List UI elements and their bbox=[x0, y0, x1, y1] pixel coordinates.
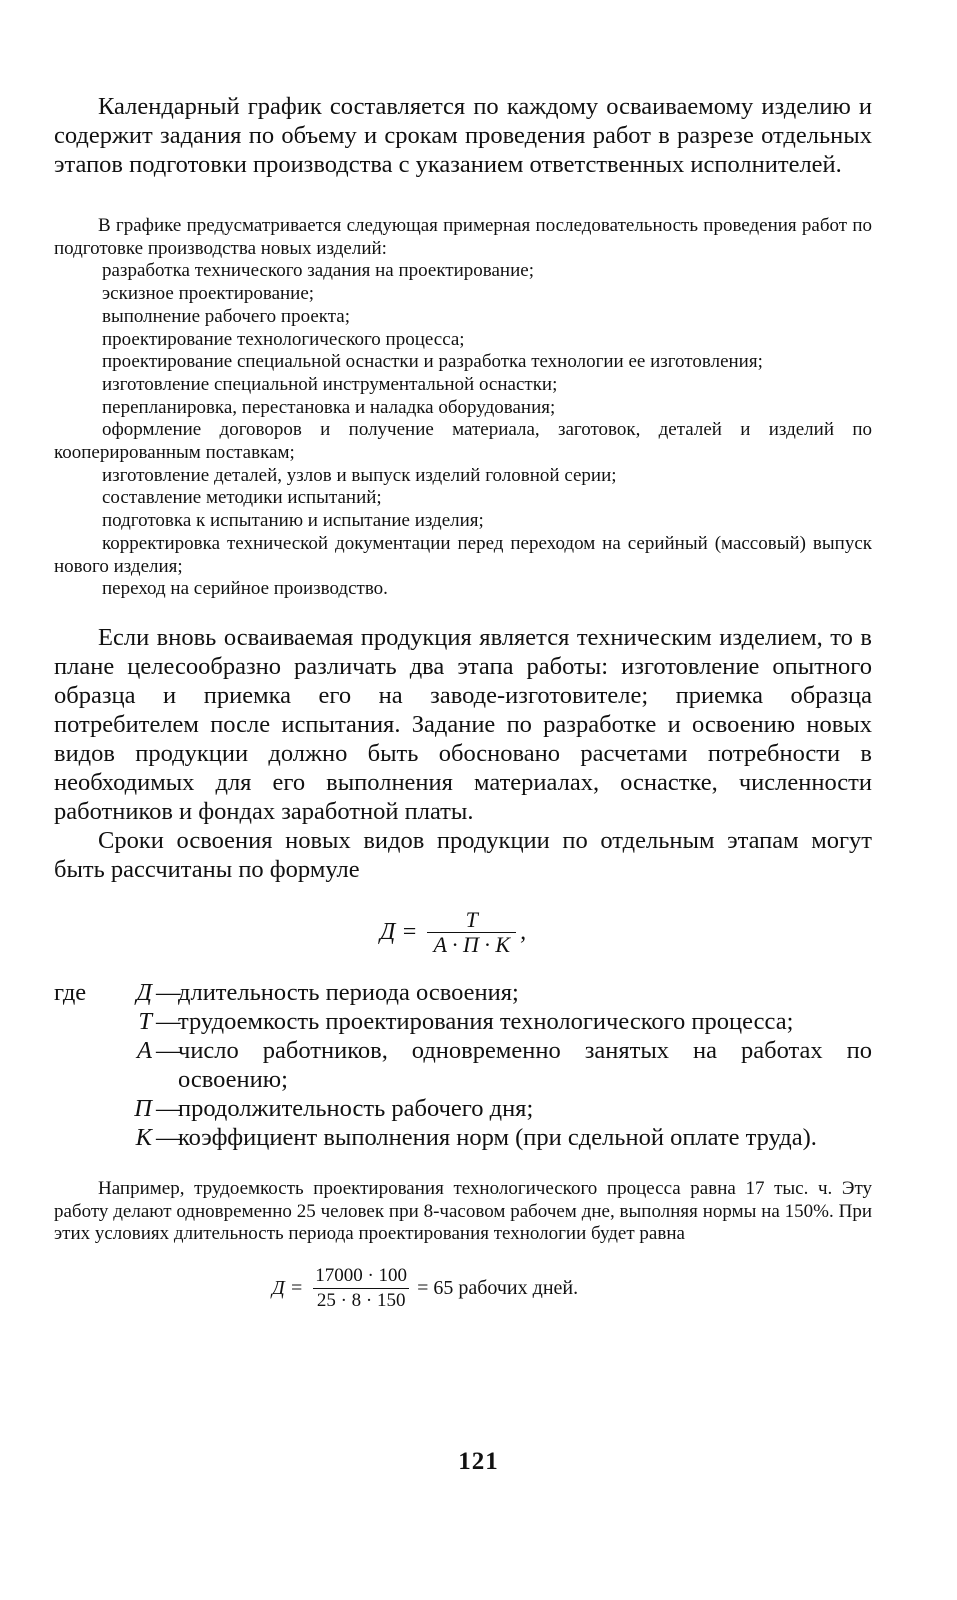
work-sequence-block bbox=[54, 215, 872, 601]
list-item: перепланировка, перестановка и наладка оборудования; bbox=[102, 396, 556, 418]
paragraph-sequence-intro: В графике предусматривается следующая примерная последовательность проведения работ по подготовке производства новых изделий: bbox=[54, 215, 872, 259]
legend-text: коэффициент выполнения норм (при сдельной оплате труда). bbox=[178, 1123, 817, 1151]
legend-symbol: T bbox=[138, 1007, 152, 1035]
example-formula-lhs: Д = bbox=[272, 1277, 304, 1300]
example-formula-fraction bbox=[311, 1264, 411, 1313]
list-item: изготовление деталей, узлов и выпуск изделий головной серии; bbox=[102, 464, 617, 486]
example-formula bbox=[54, 1262, 872, 1326]
list-item: проектирование технологического процесса; bbox=[102, 328, 465, 350]
legend-row bbox=[54, 1123, 872, 1152]
formula-fraction bbox=[427, 908, 516, 957]
legend-lead: где bbox=[54, 978, 87, 1006]
legend-row bbox=[54, 1094, 872, 1123]
formula-legend bbox=[54, 978, 872, 1152]
formula-lhs: Д = bbox=[380, 918, 418, 945]
page-number: 121 bbox=[458, 1448, 499, 1475]
list-item: эскизное проектирование; bbox=[102, 283, 315, 305]
legend-dash: — bbox=[156, 1036, 181, 1064]
legend-text: трудоемкость проектирования технологического процесса; bbox=[178, 1007, 794, 1035]
list-item: переход на серийное производство. bbox=[102, 578, 388, 600]
list-item: оформление договоров и получение материала, заготовок, деталей и изделий по кооперированным поставкам; bbox=[54, 419, 872, 464]
example-formula-denominator: 25 · 8 · 150 bbox=[313, 1288, 410, 1313]
example-formula-numerator: 17000 · 100 bbox=[315, 1265, 408, 1287]
list-item: составление методики испытаний; bbox=[102, 487, 382, 509]
page-body bbox=[54, 92, 872, 1326]
legend-row bbox=[54, 1036, 872, 1094]
paragraph-formula-intro: Сроки освоения новых видов продукции по отдельным этапам могут быть рассчитаны по формуле bbox=[54, 826, 872, 883]
legend-row bbox=[54, 1007, 872, 1036]
legend-dash: — bbox=[156, 1007, 181, 1035]
duration-formula bbox=[54, 904, 872, 970]
formula-numerator: T bbox=[465, 906, 478, 932]
legend-dash: — bbox=[156, 1123, 181, 1151]
legend-row bbox=[54, 978, 872, 1007]
list-item: изготовление специальной инструментальной оснастки; bbox=[102, 373, 558, 395]
paragraph-calendar-schedule: Календарный график составляется по каждому осваиваемому изделию и содержит задания по объему и срокам проведения работ в разрезе отдельных этапов подготовки производства с указанием ответственных исполнителей. bbox=[54, 93, 872, 178]
formula-denominator: A · П · K bbox=[427, 932, 516, 957]
legend-dash: — bbox=[156, 1094, 181, 1122]
legend-text: число работников, одновременно занятых на работах по освоению; bbox=[178, 1036, 872, 1093]
list-item: проектирование специальной оснастки и разработка технологии ее изготовления; bbox=[102, 351, 763, 373]
legend-symbol: П bbox=[134, 1094, 152, 1122]
list-item: разработка технического задания на проектирование; bbox=[102, 260, 534, 282]
legend-symbol: K bbox=[135, 1123, 152, 1151]
list-item: выполнение рабочего проекта; bbox=[102, 305, 350, 327]
paragraph-technical-product: Если вновь осваиваемая продукция является техническим изделием, то в плане целесообразно различать два этапа работы: изготовление опытного образца и приемка его на заводе-изготовителе; приемка образца потребителем после испытания. Задание по разработке и освоению новых видов продукции должно быть обосновано расчетами потребности в необходимых для его выполнения материалах, оснастке, численности работников и фондах заработной платы. bbox=[54, 623, 872, 825]
example-formula-result: = 65 рабочих дней. bbox=[417, 1277, 579, 1300]
example-block bbox=[54, 1178, 872, 1246]
legend-text: продолжительность рабочего дня; bbox=[178, 1094, 534, 1122]
list-item: подготовка к испытанию и испытание изделия; bbox=[102, 510, 484, 532]
paragraph-example: Например, трудоемкость проектирования технологического процесса равна 17 тыс. ч. Эту работу делают одновременно 25 человек при 8-часовом рабочем дне, выполняя нормы на 150%. При этих условиях длительность периода проектирования технологии будет равна bbox=[54, 1177, 872, 1245]
formula-tail: , bbox=[520, 918, 527, 945]
legend-symbol: A bbox=[137, 1036, 152, 1064]
legend-dash: — bbox=[156, 978, 181, 1006]
mastering-block bbox=[54, 623, 872, 884]
legend-text: длительность периода освоения; bbox=[178, 978, 519, 1006]
list-item: корректировка технической документации перед переходом на серийный (массовый) выпуск нового изделия; bbox=[54, 532, 872, 577]
legend-symbol: Д bbox=[136, 978, 152, 1006]
